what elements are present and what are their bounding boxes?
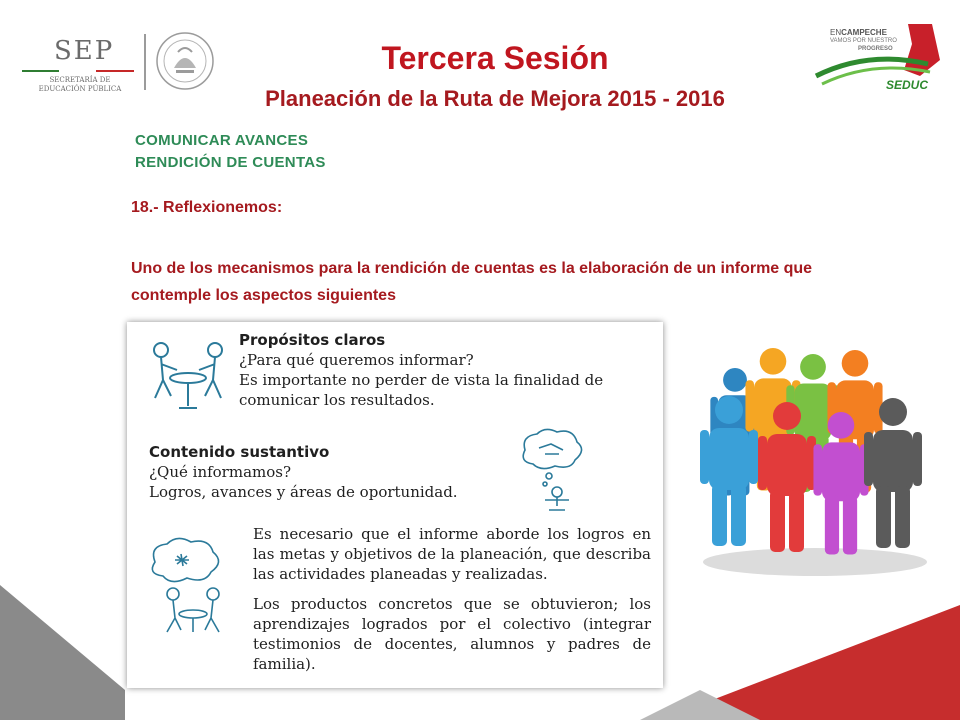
page-subtitle: Planeación de la Ruta de Mejora 2015 - 2016: [265, 86, 725, 111]
card-heading-purpose: Propósitos claros: [239, 331, 386, 349]
campeche-text-line1: ENCAMPECHE: [830, 28, 887, 37]
card-text-detail-1: Es necesario que el informe aborde los logros en las metas y objetivos de la planeación, que describa las actividades planeadas y realizadas.: [253, 525, 651, 583]
sep-flag-line: [22, 70, 134, 72]
section-label-comunicar: COMUNICAR AVANCES: [135, 132, 309, 149]
card-text-purpose: Es importante no perder de vista la finalidad de comunicar los resultados.: [239, 371, 604, 409]
card-question-content: ¿Qué informamos?: [149, 463, 292, 481]
sep-divider: [144, 34, 146, 90]
card-block-content: [149, 442, 509, 502]
card-question-purpose: ¿Para qué queremos informar?: [239, 351, 474, 369]
card-block-detail: [253, 524, 651, 674]
section-label-rendicion: RENDICIÓN DE CUENTAS: [135, 154, 326, 171]
info-card: [127, 322, 663, 688]
section-labels: [135, 130, 326, 174]
seduc-label: SEDUC: [886, 78, 929, 92]
campeche-text-line2: VAMOS POR NUESTRO: [830, 38, 897, 44]
sep-logo-subtitle: SECRETARÍA DE EDUCACIÓN PÚBLICA: [38, 76, 122, 93]
campeche-seduc-logo: [808, 20, 948, 100]
reflection-title: 18.- Reflexionemos:: [131, 199, 283, 216]
body-paragraph: Uno de los mecanismos para la rendición de cuentas es la elaboración de un informe que contemple los aspectos siguientes: [131, 260, 813, 304]
people-group-icon: [695, 340, 935, 580]
card-text-content: Logros, avances y áreas de oportunidad.: [149, 483, 458, 501]
campeche-text-line3: PROGRESO: [858, 46, 893, 52]
people-meeting-icon: [143, 334, 233, 414]
thought-bubble-icon: [515, 426, 587, 512]
card-block-purpose: [239, 330, 649, 410]
card-heading-content: Contenido sustantivo: [149, 443, 330, 461]
bg-gray-triangle: [0, 585, 125, 720]
sep-logo-word: SEP: [54, 36, 115, 66]
group-idea-icon: [143, 532, 243, 638]
page-title: Tercera Sesión: [381, 40, 609, 76]
card-text-detail-2: Los productos concretos que se obtuvieron; los aprendizajes logrados por el colectivo (integrar testimonios de docentes, alumnos y padres de familia).: [253, 595, 651, 673]
